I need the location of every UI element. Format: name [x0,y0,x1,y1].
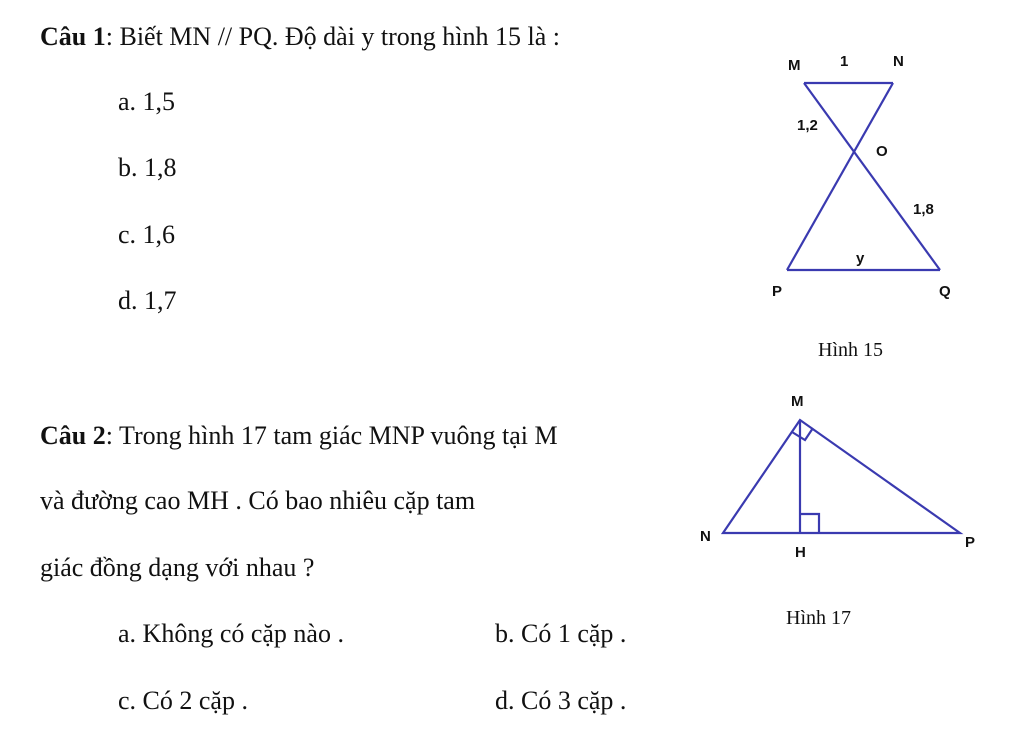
q1-option-c: c. 1,6 [118,220,176,249]
q1-text: : Biết MN // PQ. Độ dài y trong hình 15 là : [105,22,561,51]
fig15-label-o: O [876,143,888,160]
fig15-label-q: Q [939,283,951,300]
fig17-caption: Hình 17 [786,607,851,629]
figure-17 [700,393,975,561]
fig15-label-mo: 1,2 [797,117,818,134]
q2-option-d: d. Có 3 cặp . [495,686,627,715]
segment-np [787,83,893,270]
right-angle-h [800,514,819,533]
fig15-caption: Hình 15 [818,339,883,361]
q2-text-1: : Trong hình 17 tam giác MNP vuông tại M [105,421,558,450]
fig15-label-m: M [788,57,801,74]
triangle-mnp [723,420,960,533]
q1-option-b: b. 1,8 [118,153,177,182]
q2-option-a: a. Không có cặp nào . [118,619,344,648]
q1-option-a: a. 1,5 [118,87,176,116]
q1-label: Câu 1 [40,22,106,51]
fig15-label-y: y [856,250,865,267]
q2-option-c: c. Có 2 cặp . [118,686,248,715]
fig15-label-oq: 1,8 [913,201,934,218]
q1-option-d: d. 1,7 [118,286,177,315]
right-angle-m [792,428,813,440]
fig17-label-p: P [965,534,976,551]
fig15-label-p: P [772,283,783,300]
fig17-label-h: H [795,544,806,561]
q2-line3: giác đồng dạng với nhau ? [40,553,315,582]
figure-15 [772,53,951,300]
q2-line2: và đường cao MH . Có bao nhiêu cặp tam [40,486,476,515]
fig15-label-mn: 1 [840,53,849,70]
fig17-label-m: M [791,393,804,410]
fig17-label-n: N [700,528,711,545]
q2-option-b: b. Có 1 cặp . [495,619,627,648]
fig15-label-n: N [893,53,904,70]
segment-mq [804,83,940,270]
q2-label: Câu 2 [40,421,106,450]
